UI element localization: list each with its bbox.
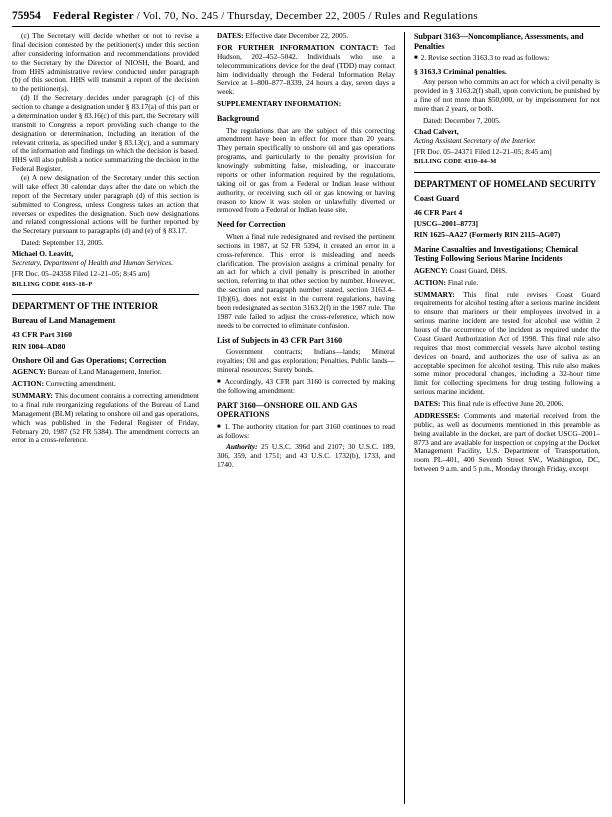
subpart-heading-3163: Subpart 3163—Noncompliance, Assessments, and Penalties [413, 32, 584, 51]
cfr-part-heading-3160: 43 CFR Part 3160 [12, 330, 72, 340]
agency-label: AGENCY: [12, 367, 46, 377]
need-for-correction-paragraph: When a final rule redesignated and revised the pertinent sections in 1987, at 52 FR 5394, it created an error in a cross-reference. This error is misleading and needs clarification. The provision assigns a criminal penalty for an act for which a civil penalty is prescribed in another section, referring to that other section by number. However, the section and paragraph number stated, section 3163.4–1(b)(6), does not exist in the current regulations, having been redesignated as section 3163.2(f) in the 1987 rule. The 1987 rule failed to adjust the cross-reference, which now needs to be corrected to eliminate confusion. [216, 231, 395, 330]
docket-number: [USCG–2001–8773] [413, 219, 479, 229]
publication-name: Federal Register [52, 10, 134, 22]
list-of-subjects-heading: List of Subjects in 43 CFR Part 3160 [216, 335, 343, 345]
dated-line-hhs: Dated: September 13, 2005. [21, 238, 104, 248]
summary-label: SUMMARY: [12, 391, 53, 401]
signer-name-hhs: Michael O. Leavitt, [12, 249, 74, 258]
column-1 [12, 32, 208, 804]
contact-value: Ted Hudson, 202–452–5042. Individuals who use a telecommunications device for the deaf (TDD) may contact him individually through the Federal Information Relay Service at 1–800–877–8339, 24 hours a day, seven days a week. [216, 42, 395, 97]
page-masthead [12, 10, 600, 24]
revise-instruction [414, 54, 600, 63]
authority-intro [217, 423, 395, 441]
column-3 [404, 32, 600, 804]
addresses-label-cg: ADDRESSES: [413, 410, 460, 420]
section-heading-3163-3: § 3163.3 Criminal penalties. [413, 67, 507, 77]
list-of-subjects-paragraph: Government contracts; Indians—lands; Mineral royalties; Oil and gas exploration; Penalties, Public lands—mineral resources; Surety bonds. [216, 347, 395, 374]
subject-heading-blm: Onshore Oil and Gas Operations; Correction [12, 355, 167, 365]
supp-label: SUPPLEMENTARY INFORMATION: [216, 99, 342, 109]
action-label: ACTION: [12, 379, 45, 389]
dates-field-cg [414, 400, 600, 409]
authority-label: Authority: [225, 442, 258, 452]
authority-value: 25 U.S.C. 396d and 2107; 30 U.S.C. 189, 306, 359, and 1751; and 43 U.S.C. 1732(b), 1733, and 1740. [216, 442, 395, 470]
signer-title-doi: Acting Assistant Secretary of the Interior. [413, 135, 536, 145]
agency-label-cg: AGENCY: [413, 265, 448, 275]
background-heading: Background [216, 114, 260, 123]
subject-heading-cg: Marine Casualties and Investigations; Chemical Testing Following Serious Marine Incidents [413, 244, 578, 264]
agency-field-blm [12, 368, 199, 377]
dates-value-cg: This final rule is effective June 20, 2006. [440, 399, 564, 409]
supplementary-info-label [217, 100, 395, 109]
department-heading-interior: DEPARTMENT OF THE INTERIOR [12, 301, 159, 312]
revise-instruction-text: 2. Revise section 3163.3 to read as follows: [420, 53, 550, 63]
dates-label-cg: DATES: [413, 399, 441, 409]
paragraph-e: (e) A new designation of the Secretary under this section will take effect 30 calendar days after the date on which the report of the Secretary under paragraph (d) of this section is submitted to Congress, unless Congress takes an action that reverses or expedites the designation. Such new designations and related congressional actions will be further reported by the Secretary pursuant to paragraphs (d) and (e) of § 83.17. [12, 173, 199, 236]
summary-value: This document contains a correcting amendment to a final rule reorganizing regulations of the Bureau of Land Management (BLM) relating to onshore oil and gas operations, which was published in the Federal Register of Friday, February 20, 1987 (52 FR 5384). The amendment corrects an error in a cross-reference. [12, 391, 199, 445]
section-text-3163-3: Any person who commits an act for which a civil penalty is provided in § 3163.2(f) shall, upon conviction, be punished by a fine of not more than $50,000, or by imprisonment for not more than 2 years, or both. [413, 77, 600, 114]
square-bullet-icon [217, 377, 225, 386]
action-field-cg [414, 279, 600, 288]
action-label-cg: ACTION: [413, 277, 446, 287]
agency-heading-coast-guard: Coast Guard [413, 194, 460, 204]
publication-title [53, 10, 478, 22]
dates-value: Effective date December 22, 2005. [243, 31, 349, 40]
agency-heading-blm: Bureau of Land Management [12, 316, 116, 326]
need-for-correction-heading: Need for Correction [216, 220, 286, 230]
section-divider-2 [414, 172, 600, 173]
addresses-value-cg: Comments and material received from the public, as well as documents mentioned in this preamble as being available in the docket, are part of docket USCG–2001–8773 and are available for inspection or copying at the Docket Management Facility, U.S. Department of Transportation, room PL–401, 400 Seventh Street SW., Washington, DC, between 9 a.m. and 5 p.m., Monday through Friday, except [413, 410, 600, 474]
fr-doc-line-hhs: [FR Doc. 05–24358 Filed 12–21–05; 8:45 am] [12, 268, 150, 278]
summary-value-cg: This final rule revises Coast Guard requirements for alcohol testing after a serious marine incident to ensure that mariners or their employees involved in a serious marine incident are tested for alcohol use within 2 hours of the occurrence of the incident as required under the Coast Guard Authorization Act of 1998. This final rule also requires that most commercial vessels have alcohol testing devices on board, and authorizes the use of saliva as an acceptable specimen for alcohol testing. This rule also makes some minor procedural changes, including a 32-hour time limit for collecting specimens for drug testing following a serious marine incident. [413, 289, 600, 397]
authority-citation [217, 443, 395, 470]
masthead-rule [12, 26, 600, 27]
square-bullet-icon-3 [414, 53, 421, 62]
cfr-part-heading-46-4: 46 CFR Part 4 [413, 208, 463, 218]
department-heading-dhs: DEPARTMENT OF HOMELAND SECURITY [413, 178, 597, 189]
dates-field-blm [217, 32, 395, 41]
summary-field-cg [414, 291, 600, 398]
publication-citation: / Vol. 70, No. 245 / Thursday, December 22, 2005 / Rules and Regulations [136, 10, 478, 22]
billing-code-doi: BILLING CODE 4310–84–M [413, 158, 497, 166]
contact-field-blm [217, 44, 395, 97]
summary-label-cg: SUMMARY: [413, 289, 455, 299]
dated-line-doi: Dated: December 7, 2005. [422, 115, 501, 125]
section-divider-1 [12, 294, 199, 295]
action-field-blm [12, 380, 199, 389]
authority-intro-text: 1. The authority citation for part 3160 continues to read as follows: [216, 421, 395, 440]
signer-name-doi: Chad Calvert, [413, 126, 459, 136]
column-2 [208, 32, 404, 804]
summary-field-blm [12, 392, 199, 445]
signer-title-hhs: Secretary, Department of Health and Human Services. [12, 257, 174, 267]
rin-heading-blm: RIN 1004–AD80 [12, 341, 66, 351]
background-paragraph: The regulations that are the subject of this correcting amendment have been in effect for more than 20 years. They pertain specifically to onshore oil and gas operations programs, and particularly to the penalty provision for knowingly submitting false, misleading, or inaccurate reports or other information required by the regulations, taking oil or gas from a Federal or Indian lease without authority, or receiving such oil or gas knowing or having reason to know it was stolen or unlawfully diverted or removed from a Federal or Indian lease site. [216, 125, 395, 215]
action-value-cg: Final rule. [445, 277, 479, 287]
contact-label: FOR FURTHER INFORMATION CONTACT: [216, 42, 379, 52]
agency-value-cg: Coast Guard, DHS. [447, 265, 508, 275]
part-heading-3160: PART 3160—ONSHORE OIL AND GAS OPERATIONS [216, 400, 358, 420]
accordingly-paragraph [217, 378, 395, 396]
action-value: Correcting amendment. [44, 379, 116, 389]
dates-label: DATES: [216, 31, 244, 40]
accordingly-text: Accordingly, 43 CFR part 3160 is corrected by making the following amendment: [216, 376, 395, 395]
fr-doc-line-doi: [FR Doc. 05–24371 Filed 12–21–05; 8:45 am] [413, 146, 552, 156]
rin-heading-cg: RIN 1625–AA27 (Formerly RIN 2115–AG07) [413, 230, 561, 240]
addresses-field-cg [414, 412, 600, 474]
billing-code-hhs: BILLING CODE 4163–18–P [12, 280, 93, 288]
three-column-body [12, 32, 600, 804]
paragraph-d: (d) If the Secretary decides under paragraph (c) of this section to change a designation under § 83.17(a) of this part or a determination under § 83.16(c) of this part, the Secretary will transmit to Congress a report providing such change to the designation or determination, including an iteration of the relevant criteria, as specified under § 83.13(c), and a summary of the information and findings on which the decision is based. HHS will also publish a notice summarizing the decision in the Federal Register. [12, 93, 199, 174]
paragraph-c: (c) The Secretary will decide whether or not to revise a final decision contested by the petitioner(s) under this section after considering information and recommendations provided to the Secretary by the Director of NIOSH, the Board, and from HHS administrative review conducted under paragraph (b) of this section. HHS will transmit a report of the decision to the petitioner(s). [12, 31, 199, 94]
agency-field-cg [414, 267, 600, 276]
agency-value: Bureau of Land Management, Interior. [45, 367, 162, 377]
page-number: 75954 [12, 10, 41, 22]
